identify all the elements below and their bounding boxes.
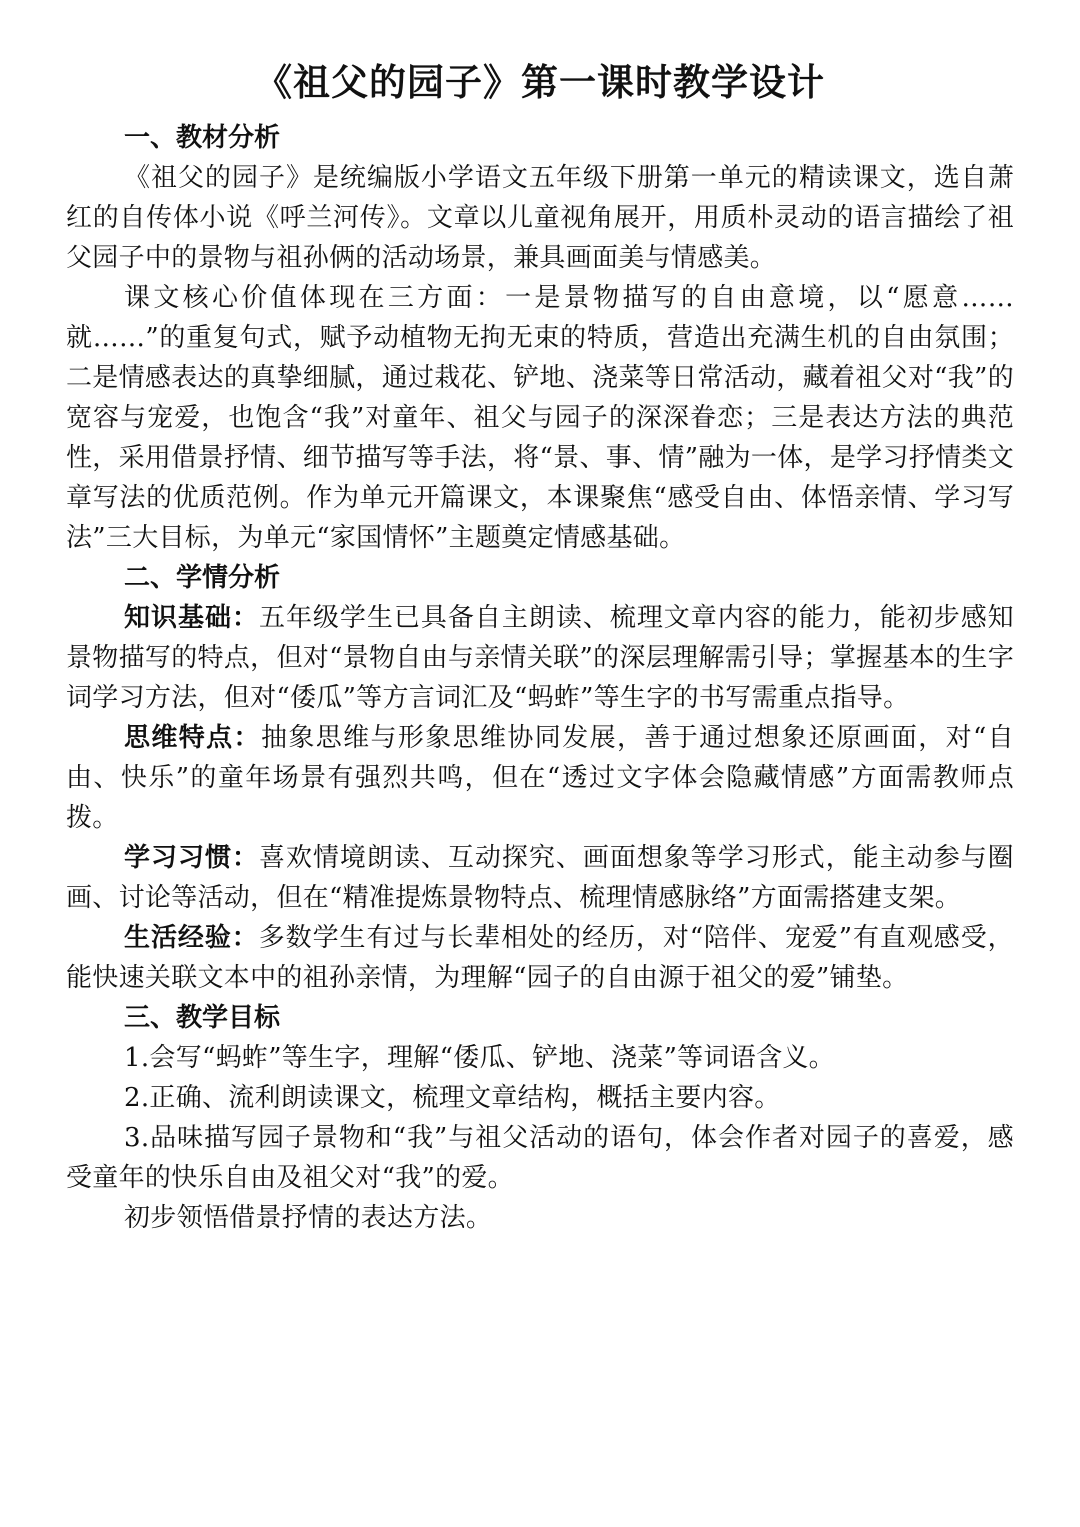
learner-analysis-item: [66, 598, 1014, 718]
item-lead-experience: 生活经验：: [124, 922, 259, 953]
learner-analysis-item: [66, 918, 1014, 998]
item-text-knowledge: 五年级学生已具备自主朗读、梳理文章内容的能力，能初步感知景物描写的特点，但对“景物自由与亲情关联”的深层理解需引导；掌握基本的生字词学习方法，但对“倭瓜”等方言词汇及“蚂蚱”等生字的书写需重点指导。: [66, 602, 1014, 713]
textbook-analysis-paragraph: 课文核心价值体现在三方面：一是景物描写的自由意境，以“愿意……就……”的重复句式，赋予动植物无拘无束的特质，营造出充满生机的自由氛围；二是情感表达的真挚细腻，通过栽花、铲地、浇菜等日常活动，藏着祖父对“我”的宽容与宠爱，也饱含“我”对童年、祖父与园子的深深眷恋；三是表达方法的典范性，采用借景抒情、细节描写等手法，将“景、事、情”融为一体，是学习抒情类文章写法的优质范例。作为单元开篇课文，本课聚焦“感受自由、体悟亲情、学习写法”三大目标，为单元“家国情怀”主题奠定情感基础。: [66, 282, 1014, 553]
document-title: 《祖父的园子》第一课时教学设计: [255, 61, 825, 104]
learner-analysis-item: [66, 718, 1014, 838]
objective-item: 2.正确、流利朗读课文，梳理文章结构，概括主要内容。: [124, 1082, 781, 1113]
item-text-habits: 喜欢情境朗读、互动探究、画面想象等学习形式，能主动参与圈画、讨论等活动，但在“精准提炼景物特点、梳理情感脉络”方面需搭建支架。: [66, 842, 1014, 913]
item-text-experience: 多数学生有过与长辈相处的经历，对“陪伴、宠爱”有直观感受，能快速关联文本中的祖孙亲情，为理解“园子的自由源于祖父的爱”铺垫。: [66, 922, 1014, 993]
item-lead-habits: 学习习惯：: [124, 842, 259, 873]
textbook-analysis-paragraph: 《祖父的园子》是统编版小学语文五年级下册第一单元的精读课文，选自萧红的自传体小说《呼兰河传》。文章以儿童视角展开，用质朴灵动的语言描绘了祖父园子中的景物与祖孙俩的活动场景，兼具画面美与情感美。: [66, 162, 1014, 273]
item-lead-knowledge: 知识基础：: [124, 602, 259, 633]
section-heading-learner-analysis: 二、学情分析: [124, 562, 281, 593]
section-heading-teaching-objectives: 三、教学目标: [124, 1002, 281, 1033]
learner-analysis-item: [66, 838, 1014, 918]
objective-item: 1.会写“蚂蚱”等生字，理解“倭瓜、铲地、浇菜”等词语含义。: [124, 1042, 835, 1073]
objective-item: 3.品味描写园子景物和“我”与祖父活动的语句，体会作者对园子的喜爱，感受童年的快乐自由及祖父对“我”的爱。: [66, 1122, 1014, 1193]
section-heading-textbook-analysis: 一、教材分析: [124, 122, 281, 153]
objective-item: 初步领悟借景抒情的表达方法。: [124, 1202, 493, 1233]
item-text-thinking: 抽象思维与形象思维协同发展，善于通过想象还原画面，对“自由、快乐”的童年场景有强烈共鸣，但在“透过文字体会隐藏情感”方面需教师点拨。: [66, 722, 1014, 833]
item-lead-thinking: 思维特点：: [124, 722, 261, 753]
